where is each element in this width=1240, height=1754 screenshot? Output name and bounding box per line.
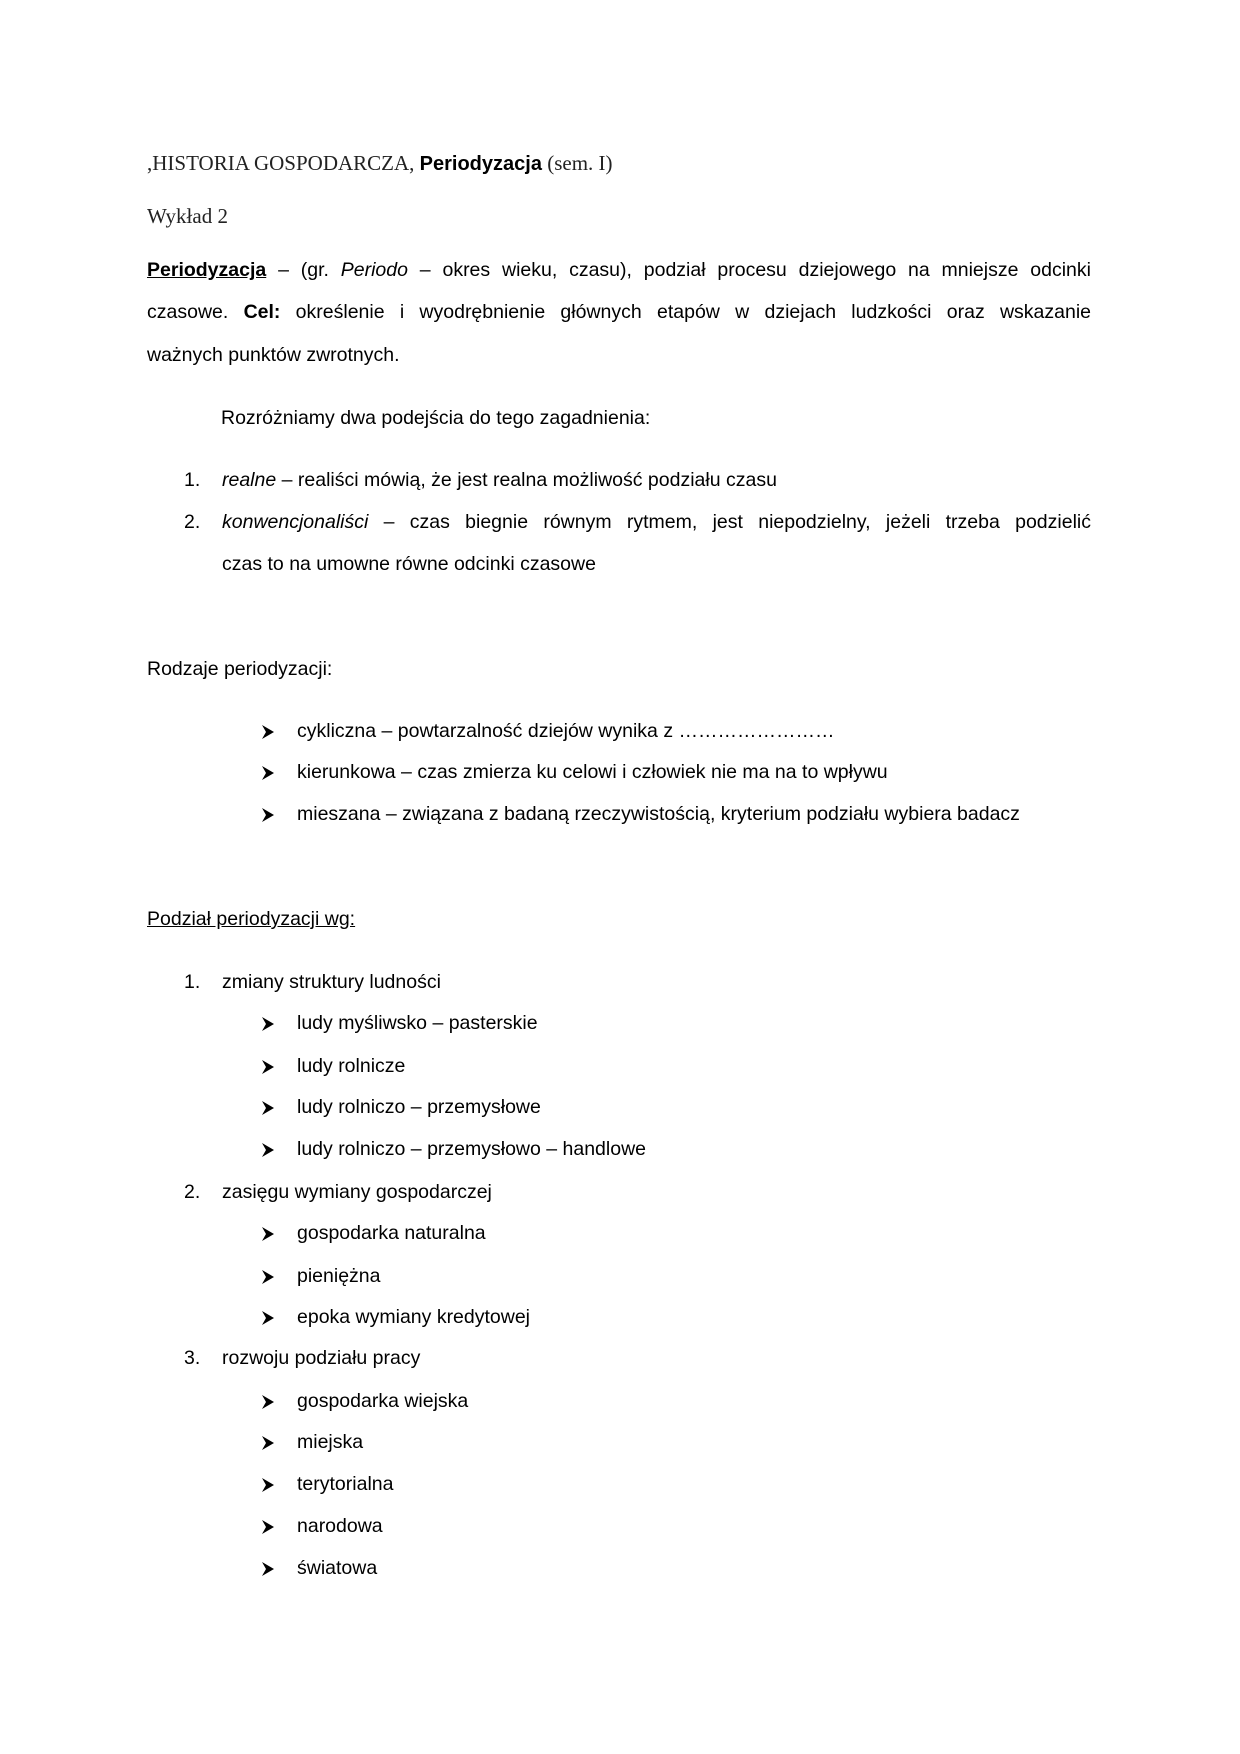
division-list-item: gospodarka wiejska <box>297 1390 469 1412</box>
division-list-item: ludy rolniczo – przemysłowe <box>297 1096 541 1118</box>
arrowhead-bullet-icon <box>260 1305 276 1329</box>
definition-term: Periodyzacja <box>147 259 267 281</box>
arrowhead-bullet-icon <box>260 1556 276 1580</box>
division-list-item: gospodarka naturalna <box>297 1222 486 1244</box>
list-number: 3. <box>184 1347 201 1369</box>
division-list-item: terytorialna <box>297 1473 394 1495</box>
arrowhead-bullet-icon <box>260 1011 276 1035</box>
title-text: ,HISTORIA GOSPODARCZA, <box>147 151 420 175</box>
arrowhead-bullet-icon <box>260 1472 276 1496</box>
arrowhead-bullet-icon <box>260 1054 276 1078</box>
division-list-item: narodowa <box>297 1515 383 1537</box>
definition-line-2 <box>147 300 1091 324</box>
approach-text: – czas biegnie równym rytmem, jest niepodzielny, jeżeli trzeba podzielić <box>368 511 1091 533</box>
definition-line-1 <box>147 258 1091 282</box>
text: czasowe. <box>147 301 244 323</box>
arrowhead-bullet-icon <box>260 1095 276 1119</box>
greek-term: Periodo <box>340 259 408 281</box>
arrowhead-bullet-icon <box>260 1264 276 1288</box>
approach-term: realne <box>222 469 277 491</box>
division-group-label: zasięgu wymiany gospodarczej <box>222 1181 492 1203</box>
types-list-item: kierunkowa – czas zmierza ku celowi i człowiek nie ma na to wpływu <box>297 761 888 783</box>
approach-item-2-cont: czas to na umowne równe odcinki czasowe <box>222 553 596 575</box>
list-number: 2. <box>184 511 201 533</box>
division-group-label: rozwoju podziału pracy <box>222 1347 421 1369</box>
arrowhead-bullet-icon <box>260 1137 276 1161</box>
types-heading: Rodzaje periodyzacji: <box>147 658 333 680</box>
list-number: 1. <box>184 971 201 993</box>
arrowhead-bullet-icon <box>260 1389 276 1413</box>
types-list-item: mieszana – związana z badaną rzeczywistością, kryterium podziału wybiera badacz <box>297 803 1020 825</box>
division-list-item: miejska <box>297 1431 364 1453</box>
division-list-item: ludy myśliwsko – pasterskie <box>297 1012 538 1034</box>
arrowhead-bullet-icon <box>260 1430 276 1454</box>
list-number: 1. <box>184 469 201 491</box>
arrowhead-bullet-icon <box>260 802 276 826</box>
approaches-intro: Rozróżniamy dwa podejścia do tego zagadnienia: <box>221 407 651 429</box>
definition-line-3: ważnych punktów zwrotnych. <box>147 344 400 366</box>
types-list-item: cykliczna – powtarzalność dziejów wynika z …………………… <box>297 720 835 742</box>
arrowhead-bullet-icon <box>260 760 276 784</box>
division-list-item: epoka wymiany kredytowej <box>297 1306 531 1328</box>
document-title <box>147 151 613 176</box>
division-list-item: pieniężna <box>297 1265 381 1287</box>
approach-text: – realiści mówią, że jest realna możliwość podziału czasu <box>276 469 777 491</box>
text: określenie i wyodrębnienie głównych etapów w dziejach ludzkości oraz wskazanie <box>280 301 1092 323</box>
text: – (gr. <box>266 259 341 281</box>
division-list-item: ludy rolniczo – przemysłowo – handlowe <box>297 1138 647 1160</box>
text: – okres wieku, czasu), podział procesu dziejowego na mniejsze odcinki <box>407 259 1091 281</box>
division-list-item: światowa <box>297 1557 378 1579</box>
lecture-label: Wykład 2 <box>147 204 228 228</box>
goal-label: Cel: <box>243 301 281 323</box>
list-number: 2. <box>184 1181 201 1203</box>
title-bold: Periodyzacja <box>419 153 542 175</box>
division-group-label: zmiany struktury ludności <box>222 971 441 993</box>
arrowhead-bullet-icon <box>260 719 276 743</box>
arrowhead-bullet-icon <box>260 1221 276 1245</box>
division-heading: Podział periodyzacji wg: <box>147 908 356 930</box>
arrowhead-bullet-icon <box>260 1514 276 1538</box>
title-suffix: (sem. I) <box>541 151 613 175</box>
division-list-item: ludy rolnicze <box>297 1055 406 1077</box>
approach-term: konwencjonaliści <box>222 511 369 533</box>
